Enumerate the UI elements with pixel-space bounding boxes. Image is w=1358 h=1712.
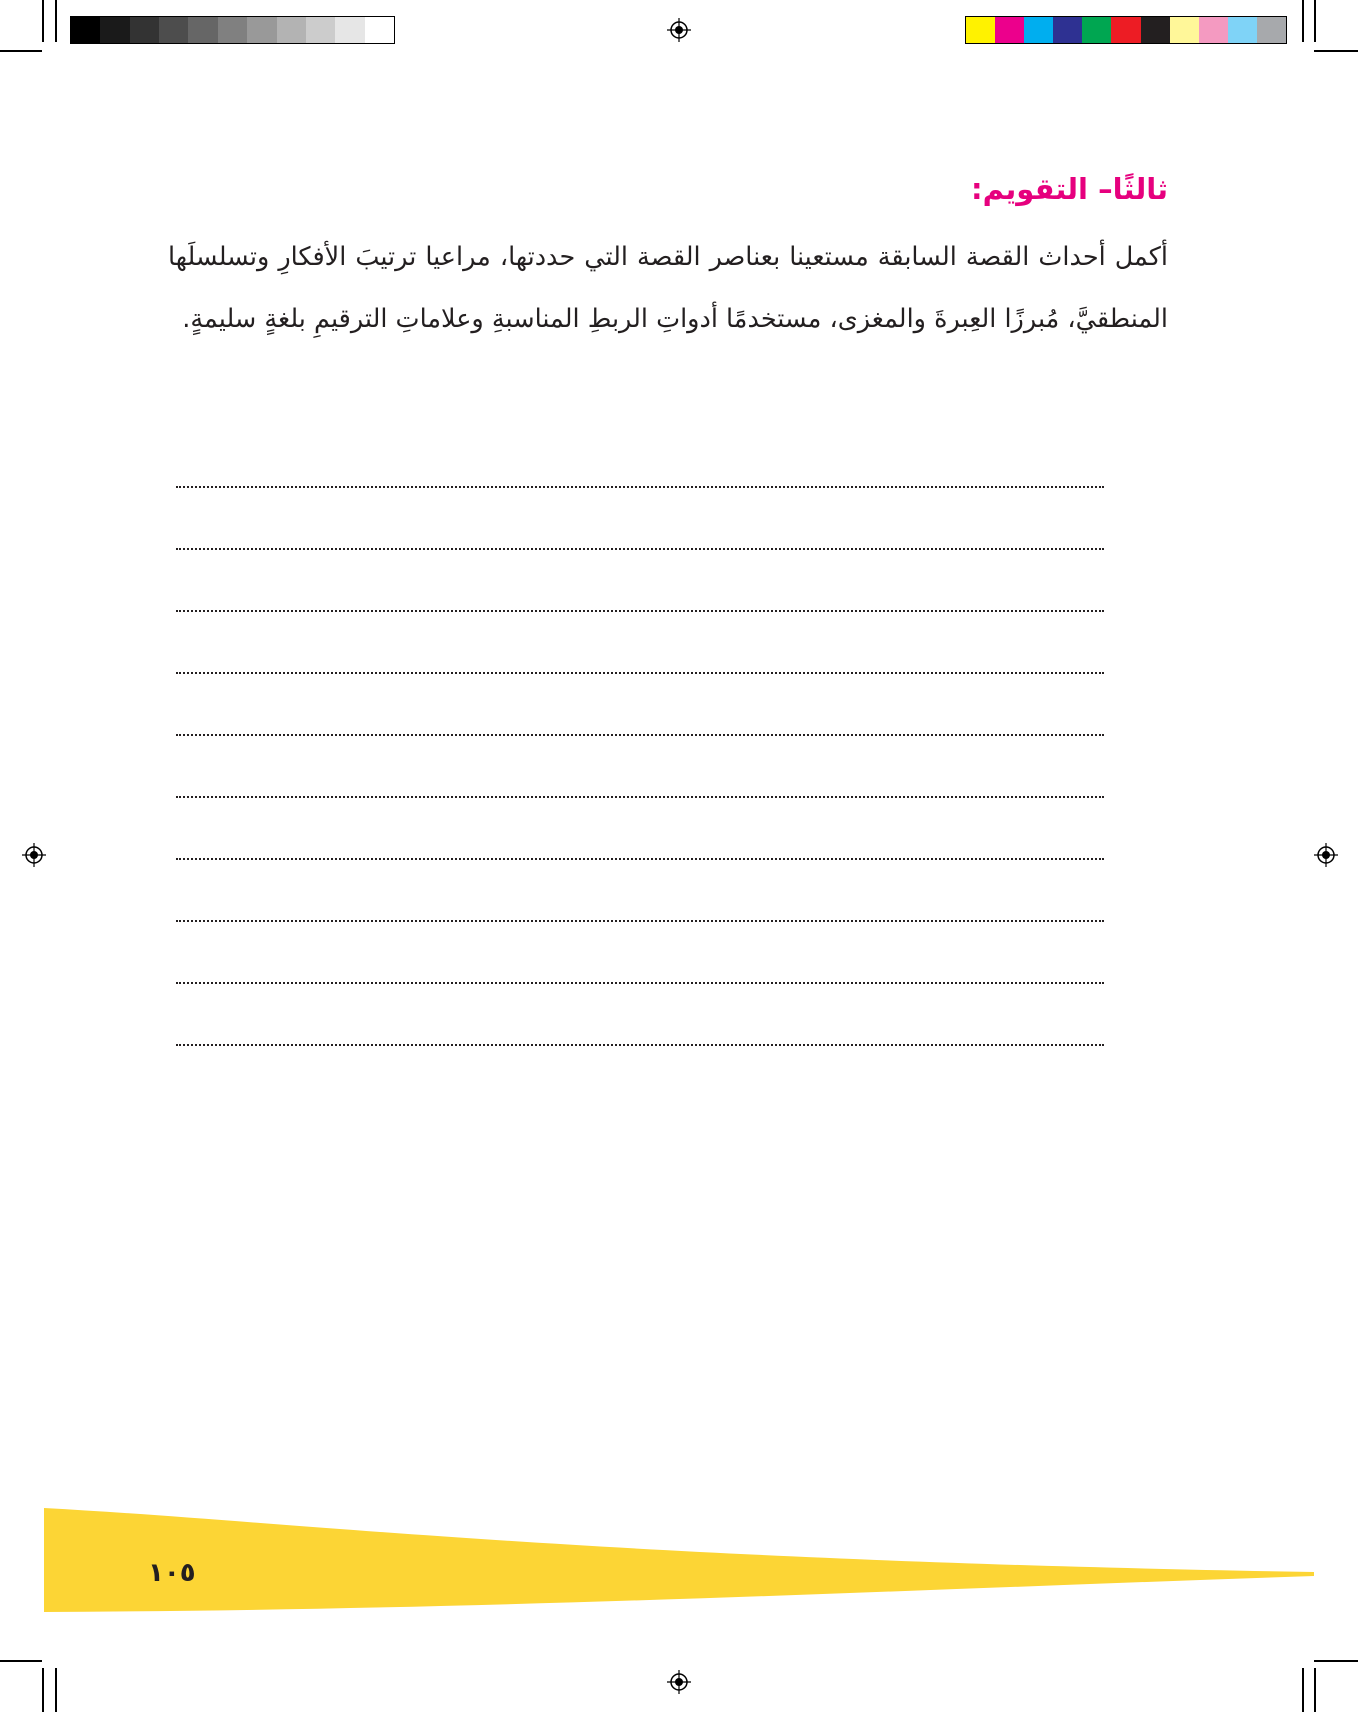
instruction-text: أكمل أحداث القصة السابقة مستعينا بعناصر القصة التي حددتها، مراعيا ترتيبَ الأفكارِ وتسلسلَها المنطقيَّ، مُبرزًا العِبرةَ والمغزى، مستخدمًا أدواتِ الربطِ المناسبةِ وعلاماتِ الترقيمِ بلغةٍ سليمةٍ. bbox=[168, 242, 1168, 334]
page-number: ١٠٥ bbox=[148, 1558, 196, 1588]
section-heading: ثالثًا– التقويم: bbox=[971, 172, 1168, 206]
